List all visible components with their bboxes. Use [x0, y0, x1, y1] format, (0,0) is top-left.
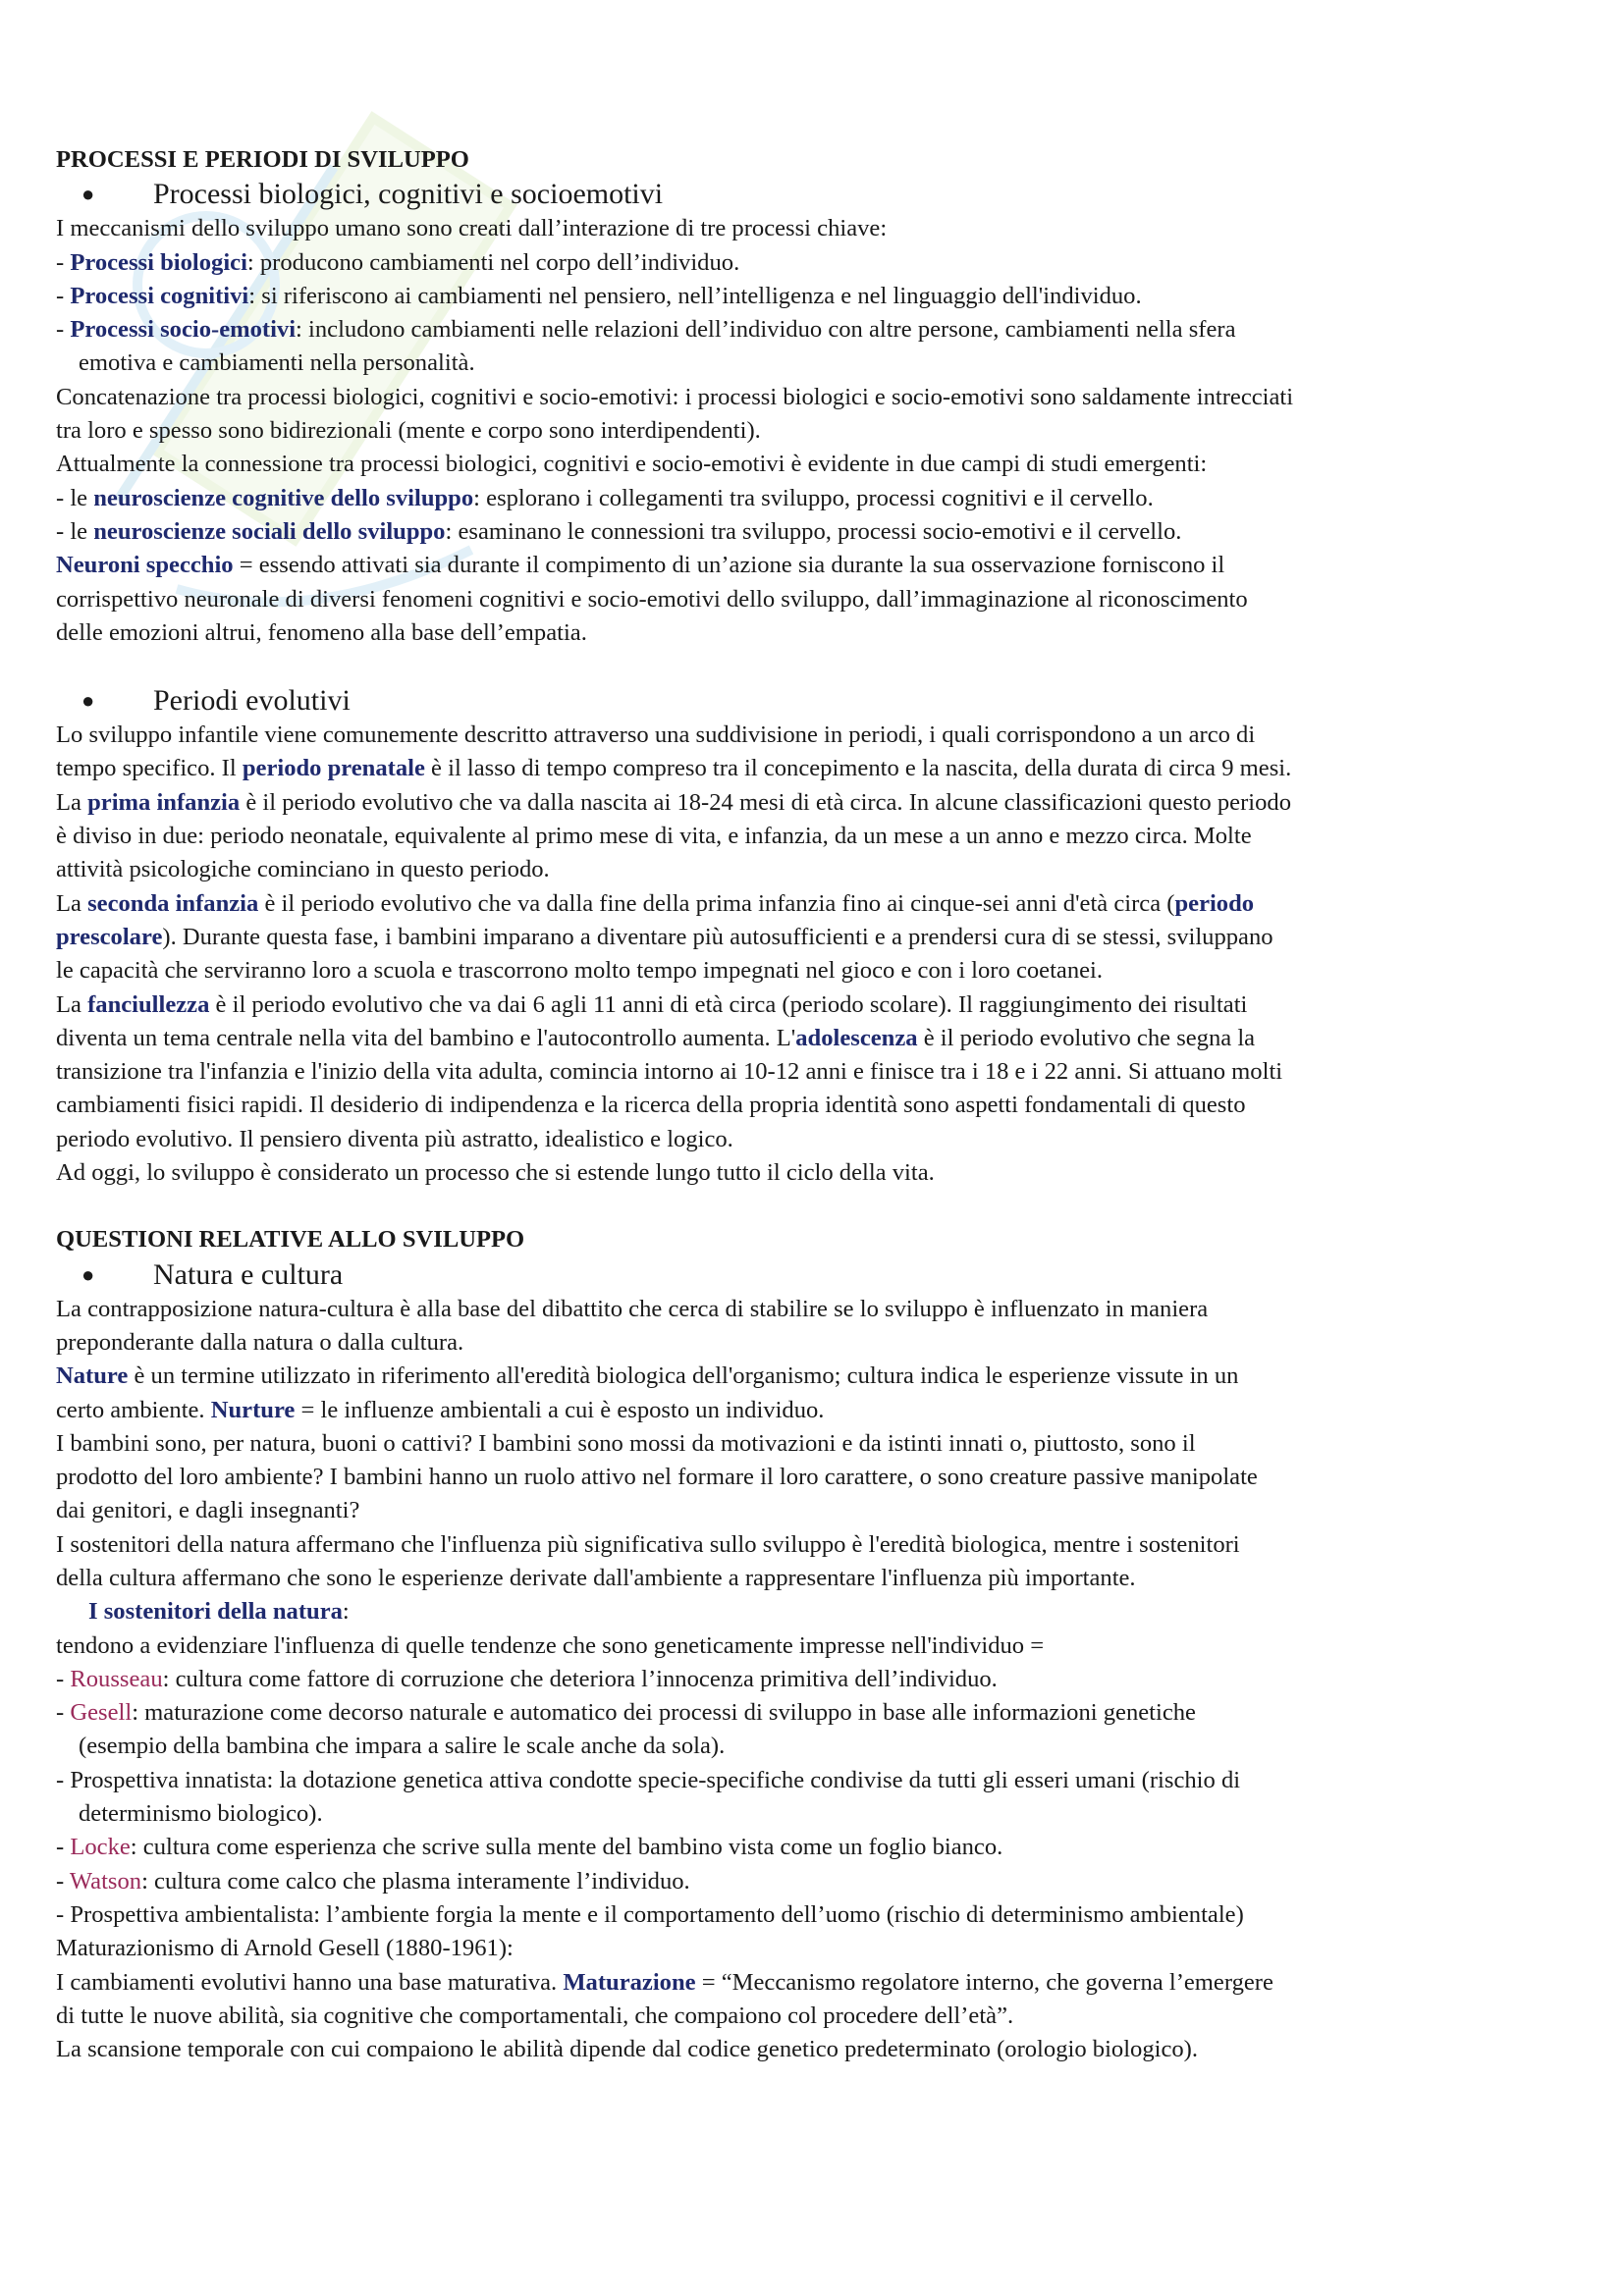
term: prescolare: [56, 923, 163, 950]
paragraph: delle emozioni altrui, fenomeno alla base dell’empatia.: [56, 618, 587, 646]
paragraph: Lo sviluppo infantile viene comunemente descritto attraverso una suddivisione in periodi, i quali corrispondono a un arco di: [56, 721, 1256, 749]
list-item: - Rousseau: cultura come fattore di corruzione che deteriora l’innocenza primitiva dell’individuo.: [56, 1665, 998, 1692]
author-name: Watson: [69, 1867, 142, 1895]
bullet-heading: [56, 683, 1597, 719]
list-item: - Watson: cultura come calco che plasma interamente l’individuo.: [56, 1867, 690, 1895]
bullet-dot-icon: ●: [81, 688, 95, 714]
paragraph: dai genitori, e dagli insegnanti?: [56, 1497, 360, 1524]
bullet-heading: [56, 177, 1597, 212]
term: Processi biologici: [70, 248, 247, 276]
paragraph: attività psicologiche cominciano in questo periodo.: [56, 856, 550, 883]
term: neuroscienze sociali dello sviluppo: [93, 517, 446, 545]
paragraph: prodotto del loro ambiente? I bambini hanno un ruolo attivo nel formare il loro carattere, o sono creature passive manipolate: [56, 1464, 1258, 1491]
paragraph: Attualmente la connessione tra processi biologici, cognitivi e socio-emotivi è evidente in due campi di studi emergenti:: [56, 451, 1208, 478]
paragraph: della cultura affermano che sono le esperienze derivate dall'ambiente a rappresentare l'influenza più importante.: [56, 1564, 1136, 1591]
term: Processi socio-emotivi: [70, 316, 297, 344]
document-page: [56, 143, 1597, 2066]
term: I sostenitori della natura: [88, 1598, 343, 1626]
list-item: - Processi cognitivi: si riferiscono ai cambiamenti nel pensiero, nell’intelligenza e nel linguaggio dell'individuo.: [56, 282, 1142, 309]
author-name: Gesell: [70, 1699, 133, 1727]
term: Maturazione: [563, 1968, 696, 1996]
paragraph: Maturazionismo di Arnold Gesell (1880-1961):: [56, 1935, 514, 1962]
section-heading: QUESTIONI RELATIVE ALLO SVILUPPO: [56, 1226, 525, 1254]
paragraph: tempo specifico. Il periodo prenatale è il lasso di tempo compreso tra il concepimento e la nascita, della durata di circa 9 mesi.: [56, 755, 1292, 782]
paragraph: La prima infanzia è il periodo evolutivo che va dalla nascita ai 18-24 mesi di età circa. In alcune classificazioni questo periodo: [56, 788, 1291, 816]
paragraph: transizione tra l'infanzia e l'inizio della vita adulta, comincia intorno ai 10-12 anni e finisce tra i 18 e i 22 anni. Si attuano molti: [56, 1058, 1283, 1086]
paragraph: I bambini sono, per natura, buoni o cattivi? I bambini sono mossi da motivazioni e da istinti innati o, piuttosto, sono il: [56, 1429, 1196, 1457]
paragraph: è diviso in due: periodo neonatale, equivalente al primo mese di vita, e infanzia, da un mese a un anno e mezzo circa. Molte: [56, 823, 1252, 850]
term: fanciullezza: [87, 990, 210, 1018]
term: prima infanzia: [87, 788, 241, 816]
term: periodo: [1174, 889, 1255, 917]
list-item-continued: (esempio della bambina che impara a salire le scale anche da sola).: [79, 1733, 726, 1760]
paragraph: cambiamenti fisici rapidi. Il desiderio di indipendenza e la ricerca della propria identità sono aspetti fondamentali di questo: [56, 1092, 1246, 1119]
term: Nature: [56, 1362, 129, 1390]
bullet-text: Natura e cultura: [153, 1257, 344, 1291]
list-item: - Processi socio-emotivi: includono cambiamenti nelle relazioni dell’individuo con altre persone, cambiamenti nella sfera: [56, 316, 1236, 344]
paragraph: le capacità che serviranno loro a scuola e trascorrono molto tempo impegnati nel gioco e con i loro coetanei.: [56, 957, 1104, 985]
list-item: - Gesell: maturazione come decorso naturale e automatico dei processi di sviluppo in base alle informazioni genetiche: [56, 1699, 1196, 1727]
term: neuroscienze cognitive dello sviluppo: [93, 484, 474, 511]
paragraph: tra loro e spesso sono bidirezionali (mente e corpo sono interdipendenti).: [56, 417, 761, 445]
list-item: - le neuroscienze cognitive dello sviluppo: esplorano i collegamenti tra sviluppo, processi cognitivi e il cervello.: [56, 484, 1154, 511]
list-item-continued: determinismo biologico).: [79, 1800, 323, 1828]
term: seconda infanzia: [87, 889, 259, 917]
paragraph: corrispettivo neuronale di diversi fenomeni cognitivi e socio-emotivi dello sviluppo, dall’immaginazione al riconoscimento: [56, 585, 1248, 613]
paragraph: I meccanismi dello sviluppo umano sono creati dall’interazione di tre processi chiave:: [56, 215, 888, 242]
paragraph: La seconda infanzia è il periodo evolutivo che va dalla fine della prima infanzia fino ai cinque-sei anni d'età circa (periodo: [56, 889, 1255, 917]
list-item: - Prospettiva ambientalista: l’ambiente forgia la mente e il comportamento dell’uomo (rischio di determinismo ambientale): [56, 1900, 1244, 1928]
term: Processi cognitivi: [70, 282, 249, 309]
paragraph: prescolare). Durante questa fase, i bambini imparano a diventare più autosufficienti e a prendersi cura di se stessi, sviluppano: [56, 923, 1273, 950]
paragraph: diventa un tema centrale nella vita del bambino e l'autocontrollo aumenta. L'adolescenza è il periodo evolutivo che segna la: [56, 1024, 1256, 1051]
bullet-text: Periodi evolutivi: [153, 684, 351, 718]
author-name: Rousseau: [70, 1665, 163, 1692]
bullet-dot-icon: ●: [81, 1261, 95, 1287]
paragraph: Nature è un termine utilizzato in riferimento all'eredità biologica dell'organismo; cultura indica le esperienze vissute in un: [56, 1362, 1239, 1390]
paragraph: La contrapposizione natura-cultura è alla base del dibattito che cerca di stabilire se lo sviluppo è influenzato in maniera: [56, 1295, 1209, 1322]
list-item: - Locke: cultura come esperienza che scrive sulla mente del bambino vista come un foglio bianco.: [56, 1834, 1003, 1861]
term: adolescenza: [795, 1024, 918, 1051]
paragraph: preponderante dalla natura o dalla cultura.: [56, 1328, 464, 1356]
paragraph: di tutte le nuove abilità, sia cognitive che comportamentali, che compaiono col procedere dell’età”.: [56, 2002, 1014, 2029]
paragraph: tendono a evidenziare l'influenza di quelle tendenze che sono geneticamente impresse nell'individuo =: [56, 1631, 1045, 1659]
bullet-heading: [56, 1257, 1597, 1293]
list-item: - le neuroscienze sociali dello sviluppo: esaminano le connessioni tra sviluppo, processi socio-emotivi e il cervello.: [56, 517, 1182, 545]
paragraph: Concatenazione tra processi biologici, cognitivi e socio-emotivi: i processi biologici e socio-emotivi sono saldamente intrecciati: [56, 383, 1294, 410]
paragraph: I sostenitori della natura affermano che l'influenza più significativa sullo sviluppo è l'eredità biologica, mentre i sostenitori: [56, 1530, 1240, 1558]
term: Neuroni specchio: [56, 552, 234, 579]
paragraph: periodo evolutivo. Il pensiero diventa più astratto, idealistico e logico.: [56, 1125, 733, 1152]
paragraph: certo ambiente. Nurture = le influenze ambientali a cui è esposto un individuo.: [56, 1396, 825, 1423]
paragraph: La fanciullezza è il periodo evolutivo che va dai 6 agli 11 anni di età circa (periodo scolare). Il raggiungimento dei risultati: [56, 990, 1248, 1018]
list-item-continued: emotiva e cambiamenti nella personalità.: [79, 349, 475, 377]
paragraph: Neuroni specchio = essendo attivati sia durante il compimento di un’azione sia durante la sua osservazione forniscono il: [56, 552, 1225, 579]
term: Nurture: [210, 1396, 296, 1423]
list-item: - Processi biologici: producono cambiamenti nel corpo dell’individuo.: [56, 248, 740, 276]
subheading: I sostenitori della natura:: [88, 1598, 350, 1626]
paragraph: Ad oggi, lo sviluppo è considerato un processo che si estende lungo tutto il ciclo della vita.: [56, 1159, 935, 1187]
author-name: Locke: [70, 1834, 131, 1861]
list-item: - Prospettiva innatista: la dotazione genetica attiva condotte specie-specifiche condivise da tutti gli esseri umani (rischio di: [56, 1766, 1241, 1793]
term: periodo prenatale: [242, 755, 425, 782]
bullet-text: Processi biologici, cognitivi e socioemotivi: [153, 178, 664, 211]
paragraph: I cambiamenti evolutivi hanno una base maturativa. Maturazione = “Meccanismo regolatore interno, che governa l’emergere: [56, 1968, 1273, 1996]
bullet-dot-icon: ●: [81, 182, 95, 207]
paragraph: La scansione temporale con cui compaiono le abilità dipende dal codice genetico predeterminato (orologio biologico).: [56, 2036, 1199, 2063]
section-heading: PROCESSI E PERIODI DI SVILUPPO: [56, 146, 469, 173]
